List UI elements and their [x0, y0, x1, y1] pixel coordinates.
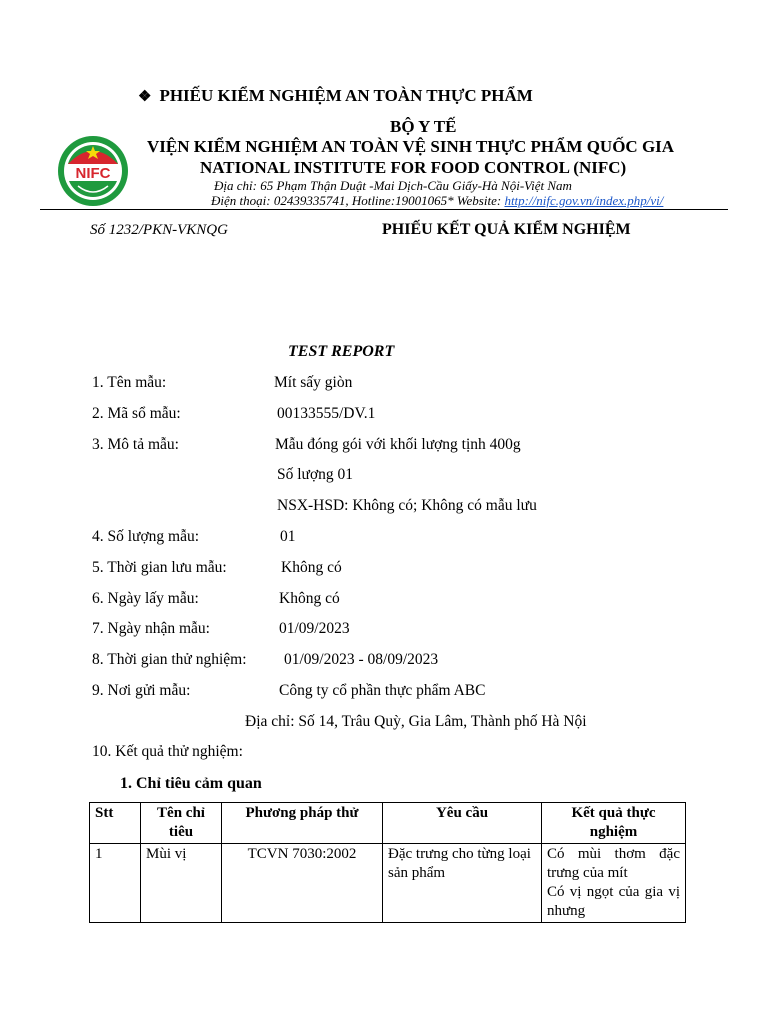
result-line: Có vị ngọt của gia vị nhưng	[547, 884, 680, 919]
contact-text: Điện thoại: 02439335741, Hotline:19001065* Website:	[211, 193, 505, 208]
ministry-name: BỘ Y TẾ	[390, 117, 457, 136]
institute-name-en: NATIONAL INSTITUTE FOR FOOD CONTROL (NIFC)	[200, 158, 627, 177]
field-label: 3. Mô tả mẫu:	[92, 436, 179, 453]
sensory-results-table	[89, 802, 686, 923]
field-label: 7. Ngày nhận mẫu:	[92, 620, 210, 637]
field-value: Mẫu đóng gói với khối lượng tịnh 400g	[275, 436, 521, 453]
document-number: Số 1232/PKN-VKNQG	[90, 222, 228, 238]
table-row	[90, 844, 686, 923]
field-label: 10. Kết quả thử nghiệm:	[92, 743, 243, 760]
field-label: 1. Tên mẫu:	[92, 374, 167, 391]
table-cell-stt: 1	[90, 844, 141, 923]
header-divider	[40, 209, 728, 210]
column-header: Stt	[90, 803, 141, 844]
field-value: Mít sấy giòn	[274, 374, 353, 391]
field-value: Công ty cổ phần thực phẩm ABC	[279, 682, 486, 699]
result-line: Có mùi thơm đặc trưng của mít	[547, 846, 680, 881]
table-cell-result	[542, 844, 686, 923]
table-cell-requirement: Đặc trưng cho từng loại sản phẩm	[383, 844, 542, 923]
test-report-subtitle: TEST REPORT	[288, 343, 395, 360]
field-label: 8. Thời gian thử nghiệm:	[92, 651, 247, 668]
field-label: 9. Nơi gửi mẫu:	[92, 682, 191, 699]
diamond-bullet-icon: ❖	[138, 89, 152, 105]
column-header: Kết quả thực nghiệm	[542, 803, 686, 844]
field-label: 2. Mã sổ mẫu:	[92, 405, 181, 422]
website-link[interactable]: http://nifc.gov.vn/index.php/vi/	[504, 193, 664, 208]
field-value: Địa chỉ: Số 14, Trâu Quỳ, Gia Lâm, Thành phố Hà Nội	[245, 713, 587, 730]
column-header: Yêu cầu	[383, 803, 542, 844]
institute-name-vi: VIỆN KIỂM NGHIỆM AN TOÀN VỆ SINH THỰC PHẨM QUỐC GIA	[147, 137, 675, 156]
field-label: 5. Thời gian lưu mẫu:	[92, 559, 227, 576]
nifc-logo	[56, 134, 130, 208]
institute-contact	[211, 193, 663, 209]
document-title: PHIẾU KẾT QUẢ KIỂM NGHIỆM	[382, 221, 631, 238]
field-value: Số lượng 01	[277, 466, 354, 483]
table-cell-method: TCVN 7030:2002	[222, 844, 383, 923]
field-value: 00133555/DV.1	[277, 405, 376, 422]
column-header: Tên chỉ tiêu	[141, 803, 222, 844]
field-label: 6. Ngày lấy mẫu:	[92, 590, 199, 607]
field-value: NSX-HSD: Không có; Không có mẫu lưu	[277, 497, 537, 514]
field-value: 01/09/2023	[279, 620, 350, 637]
field-label: 4. Số lượng mẫu:	[92, 528, 200, 545]
institute-address: Địa chỉ: 65 Phạm Thận Duật -Mai Dịch-Cầu Giấy-Hà Nội-Việt Nam	[214, 178, 572, 193]
table-header-row	[90, 803, 686, 844]
section-heading: 1. Chỉ tiêu cảm quan	[120, 775, 262, 792]
field-value: Không có	[281, 559, 342, 576]
field-value: Không có	[279, 590, 340, 607]
table-cell-name: Mùi vị	[141, 844, 222, 923]
column-header: Phương pháp thử	[222, 803, 383, 844]
report-top-heading: ❖ PHIẾU KIỂM NGHIỆM AN TOÀN THỰC PHẨM	[138, 86, 533, 105]
logo-text: NIFC	[75, 165, 111, 182]
field-value: 01	[280, 528, 296, 545]
field-value: 01/09/2023 - 08/09/2023	[284, 651, 439, 668]
